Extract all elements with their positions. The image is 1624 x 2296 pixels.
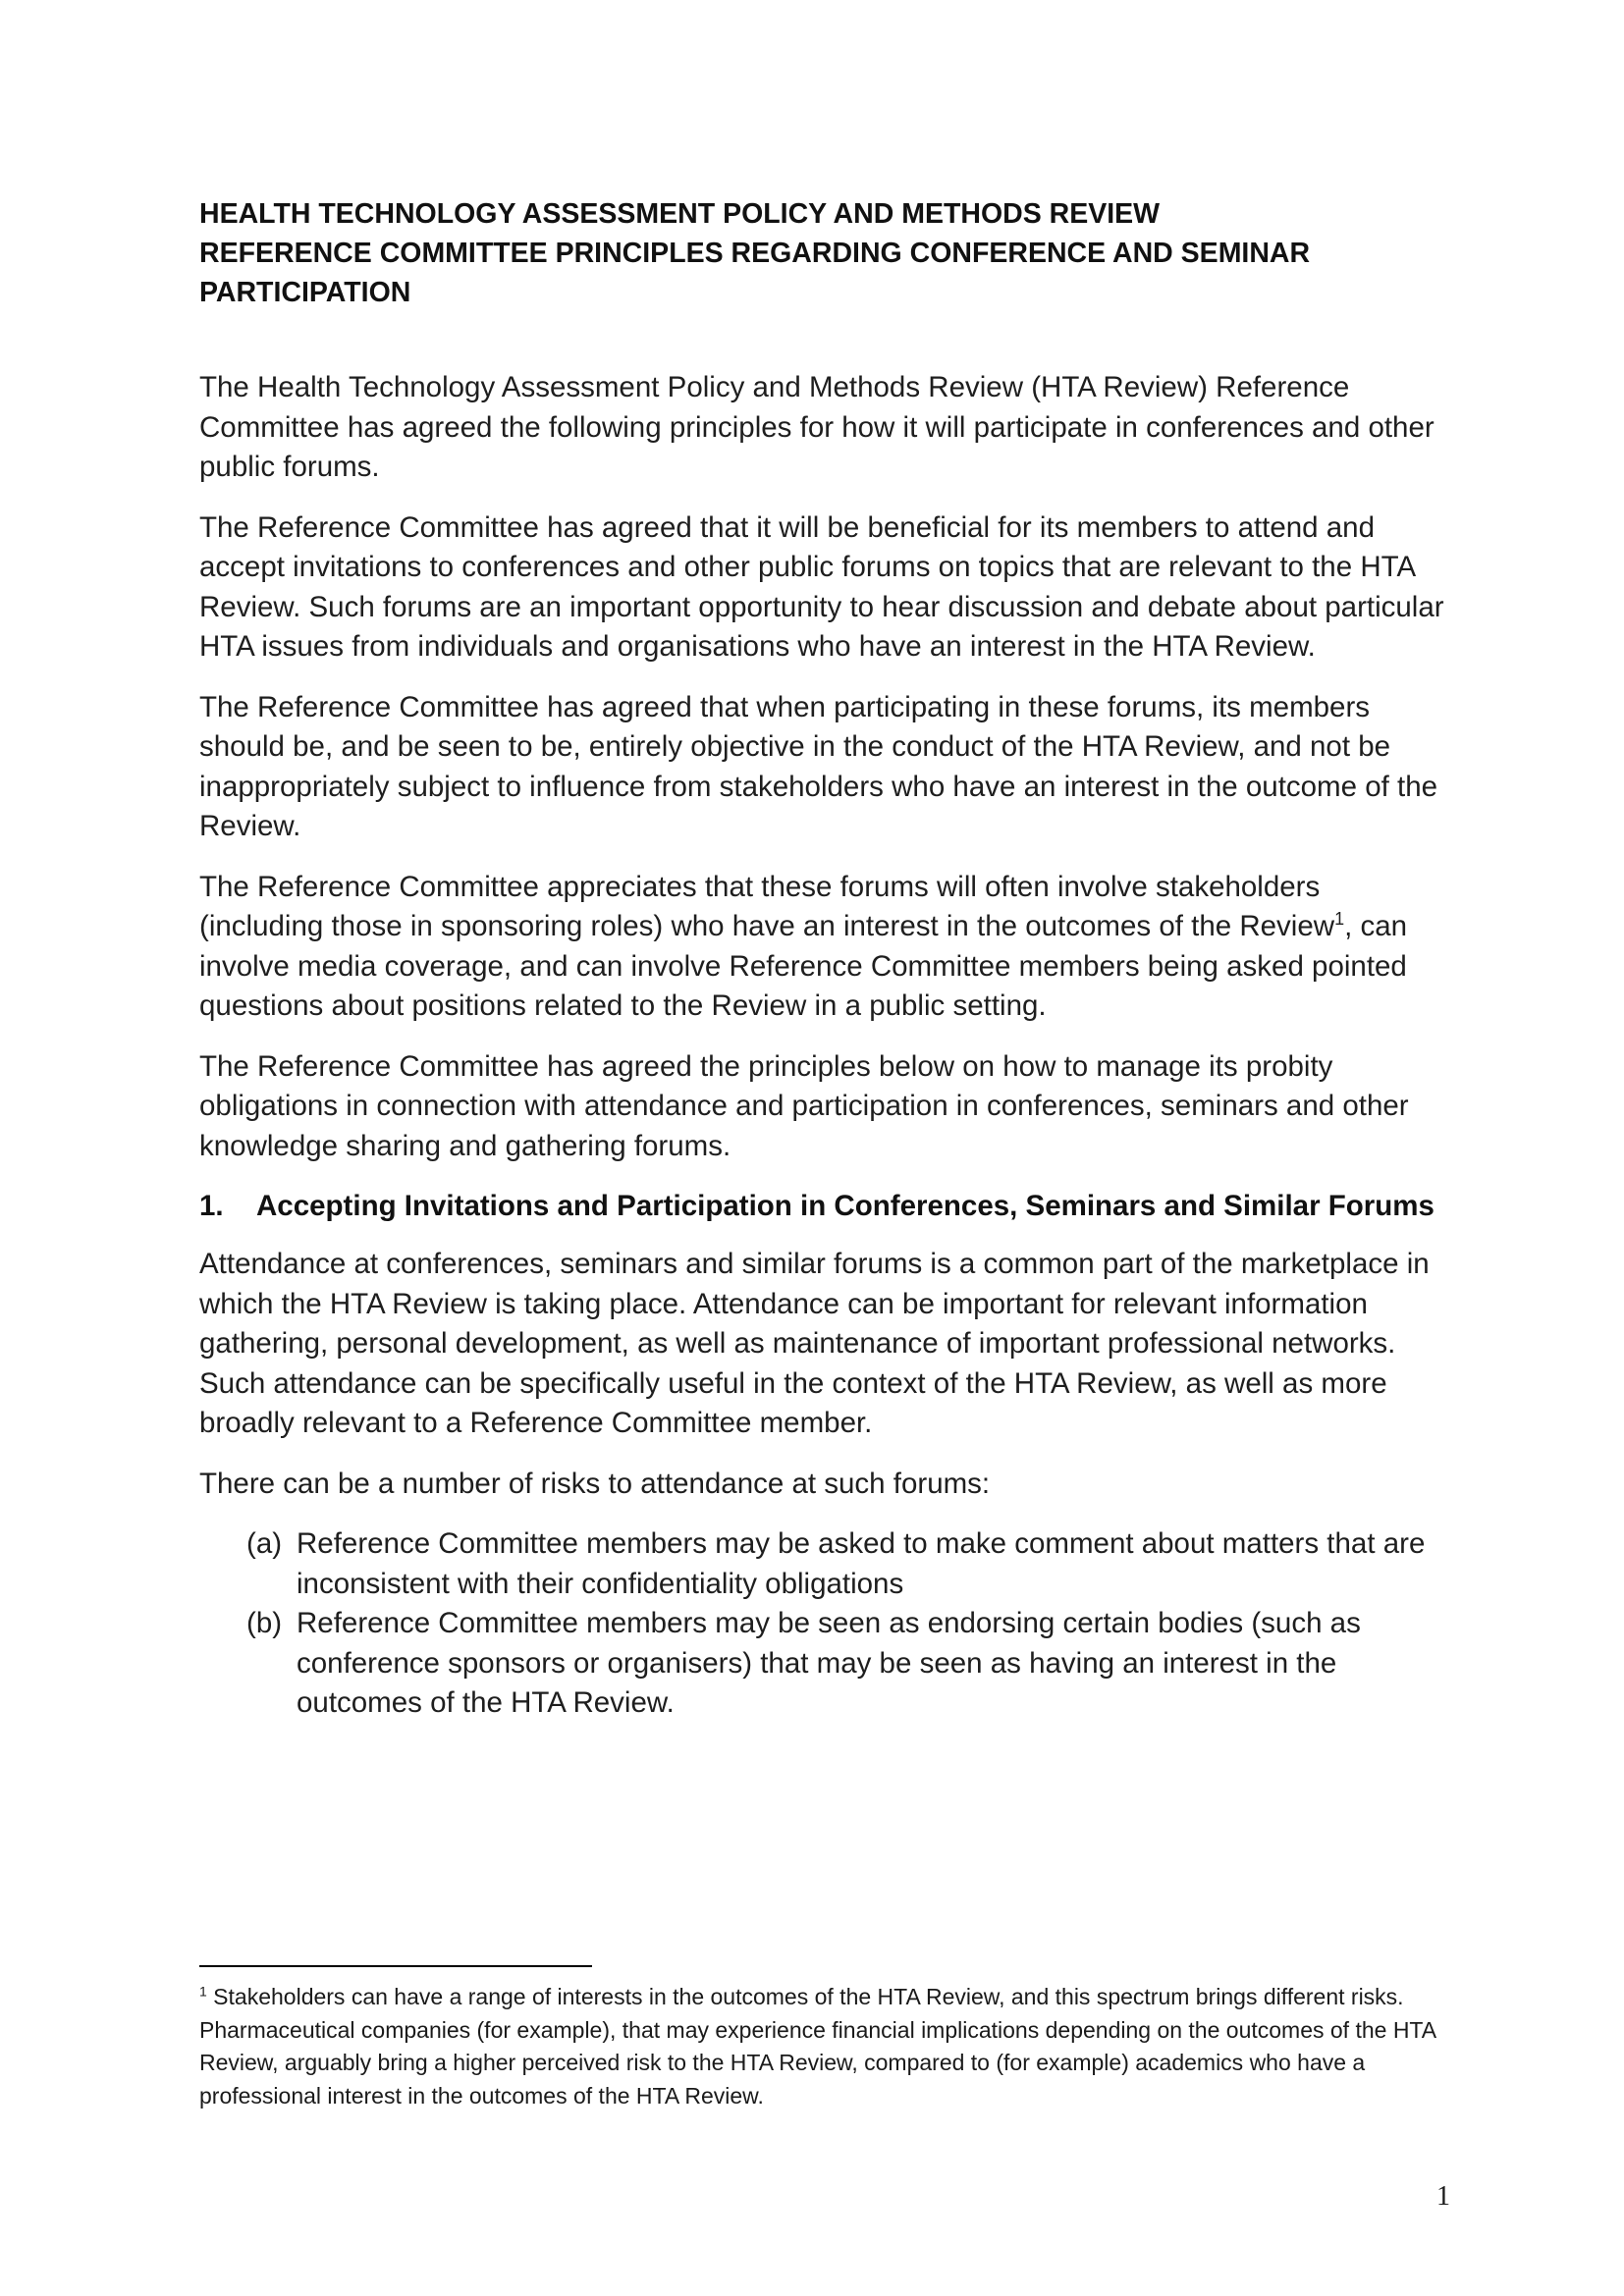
section-number: 1. — [199, 1190, 224, 1222]
list-item-text: Reference Committee members may be asked to make comment about matters that are inconsistent with their confidentiality obligations — [297, 1527, 1426, 1600]
section-1-heading — [199, 1187, 1446, 1226]
footnote-separator — [199, 1965, 592, 1967]
footnote-text: Stakeholders can have a range of interests in the outcomes of the HTA Review, and this spectrum brings different risks. Pharmaceutical companies (for example), that may experience financial implications depending on the outcomes of the HTA Review, arguably bring a higher perceived risk to the HTA Review, compared to (for example) academics who have a professional interest in the outcomes of the HTA Review. — [199, 1984, 1435, 2109]
list-item-text: Reference Committee members may be seen as endorsing certain bodies (such as conference sponsors or organisers) that may be seen as having an interest in the outcomes of the HTA Review. — [297, 1607, 1361, 1719]
footnote-reference[interactable]: 1 — [1334, 909, 1345, 930]
section-title: Accepting Invitations and Participation in Conferences, Seminars and Similar Forums — [256, 1190, 1435, 1222]
list-item — [246, 1604, 1446, 1724]
intro-paragraph: The Health Technology Assessment Policy and Methods Review (HTA Review) Reference Committee has agreed the following principles for how it will participate in conferences and other public forums. — [199, 371, 1435, 483]
stakeholder-text-start: The Reference Committee appreciates that these forums will often involve stakeholders (including those in sponsoring roles) who have an interest in the outcomes of the Review — [199, 870, 1335, 942]
benefit-paragraph: The Reference Committee has agreed that it will be beneficial for its members to attend and accept invitations to conferences and other public forums on topics that are relevant to the HTA Review. Such forums are an important opportunity to hear discussion and debate about particular HTA issues from individuals and organisations who have an interest in the HTA Review. — [199, 510, 1444, 663]
attendance-paragraph: Attendance at conferences, seminars and similar forums is a common part of the marketplace in which the HTA Review is taking place. Attendance can be important for relevant information gathering, personal development, as well as maintenance of important professional networks. Such attendance can be specifically useful in the context of the HTA Review, as well as more broadly relevant to a Reference Committee member. — [199, 1248, 1430, 1439]
list-marker: (a) — [246, 1527, 283, 1560]
principles-paragraph: The Reference Committee has agreed the principles below on how to manage its probity obligations in connection with attendance and participation in conferences, seminars and other knowledge sharing and gathering forums. — [199, 1049, 1409, 1162]
objectivity-paragraph: The Reference Committee has agreed that when participating in these forums, its members should be, and be seen to be, entirely objective in the conduct of the HTA Review, and not be inappropriately subject to influence from stakeholders who have an interest in the outcome of the Review. — [199, 690, 1438, 842]
risks-list — [199, 1524, 1446, 1724]
footnote — [199, 1981, 1446, 2112]
page-number: 1 — [1436, 2181, 1450, 2212]
title-line-1: HEALTH TECHNOLOGY ASSESSMENT POLICY AND METHODS REVIEW — [199, 198, 1161, 230]
page-content — [199, 194, 1446, 1724]
stakeholder-paragraph — [199, 868, 1446, 1027]
stakeholder-text-end: , can involve media coverage, and can involve Reference Committee members being asked pointed questions about positions related to the Review in a public setting. — [199, 910, 1408, 1022]
title-line-3: PARTICIPATION — [199, 277, 411, 308]
list-item — [246, 1524, 1446, 1604]
list-marker: (b) — [246, 1607, 283, 1639]
document-title — [199, 194, 1446, 312]
footnote-marker: 1 — [199, 1983, 207, 2000]
title-line-2: REFERENCE COMMITTEE PRINCIPLES REGARDING CONFERENCE AND SEMINAR — [199, 238, 1311, 269]
risks-intro-paragraph: There can be a number of risks to attendance at such forums: — [199, 1467, 991, 1500]
